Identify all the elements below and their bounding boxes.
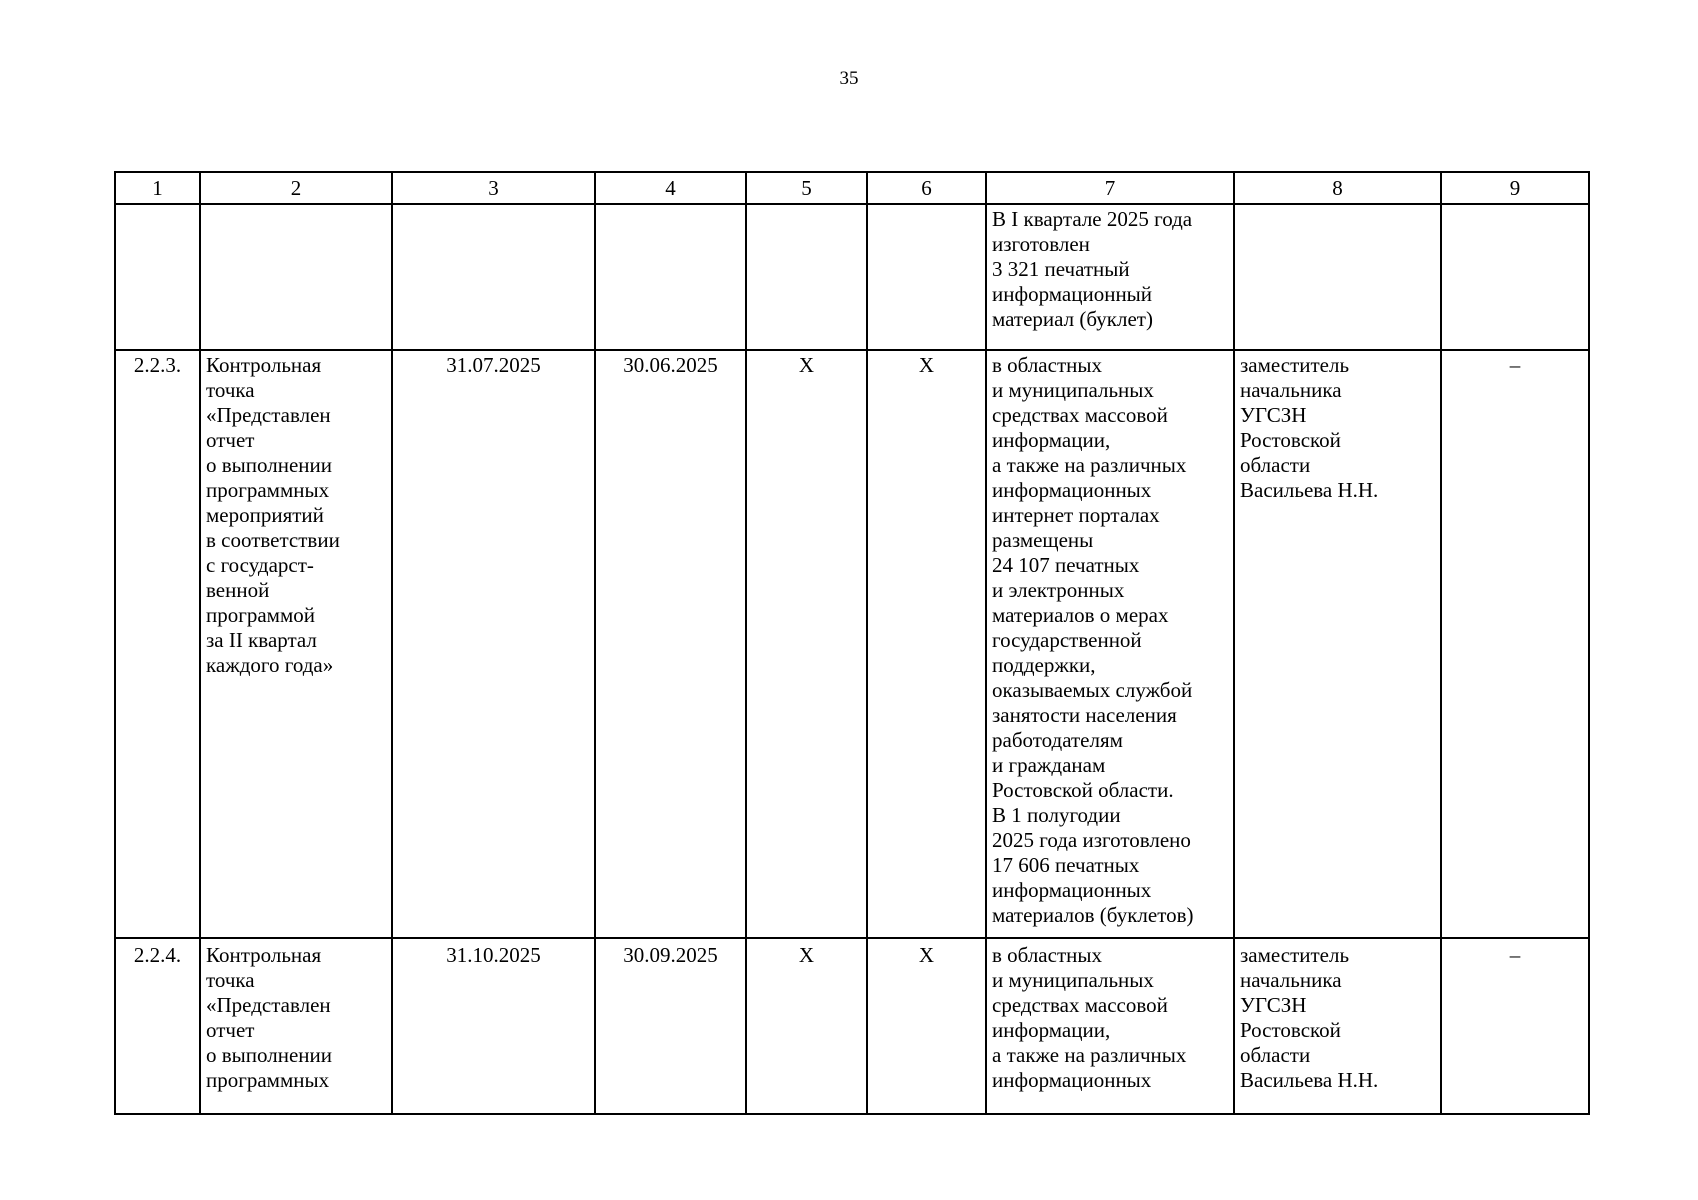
column-header: 3 [392, 172, 595, 204]
cell-responsible: заместитель начальника УГСЗН Ростовской области Васильева Н.Н. [1234, 350, 1441, 938]
cell-result: в областных и муниципальных средствах массовой информации, а также на различных информационных интернет порталах размещены 24 107 печатных и электронных материалов о мерах государственной поддержки, оказываемых службой занятости населения работодателям и гражданам Ростовской области. В 1 полугодии 2025 года изготовлено 17 606 печатных информационных материалов (буклетов) [986, 350, 1234, 938]
cell-col5 [746, 204, 867, 350]
cell-col5: Х [746, 350, 867, 938]
cell-col9: – [1441, 938, 1589, 1114]
cell-actual-date: 30.06.2025 [595, 350, 746, 938]
cell-col6: Х [867, 938, 986, 1114]
page-number: 35 [839, 68, 859, 89]
cell-responsible: заместитель начальника УГСЗН Ростовской области Васильева Н.Н. [1234, 938, 1441, 1114]
cell-name: Контрольная точка «Представлен отчет о выполнении программных [200, 938, 392, 1114]
cell-col5: Х [746, 938, 867, 1114]
column-header: 4 [595, 172, 746, 204]
column-header: 2 [200, 172, 392, 204]
column-header: 5 [746, 172, 867, 204]
table-row [115, 204, 1589, 350]
table-row [115, 350, 1589, 938]
cell-planned-date: 31.07.2025 [392, 350, 595, 938]
cell-number [115, 204, 200, 350]
cell-result: в областных и муниципальных средствах массовой информации, а также на различных информационных [986, 938, 1234, 1114]
cell-planned-date: 31.10.2025 [392, 938, 595, 1114]
cell-col6 [867, 204, 986, 350]
table-header-row [115, 172, 1589, 204]
column-header: 1 [115, 172, 200, 204]
cell-name [200, 204, 392, 350]
cell-name: Контрольная точка «Представлен отчет о выполнении программных мероприятий в соответствии с государст- венной программой за II квартал каждого года» [200, 350, 392, 938]
cell-result: В I квартале 2025 года изготовлен 3 321 печатный информационный материал (буклет) [986, 204, 1234, 350]
cell-actual-date: 30.09.2025 [595, 938, 746, 1114]
column-header: 9 [1441, 172, 1589, 204]
report-table [114, 171, 1590, 1115]
cell-number: 2.2.4. [115, 938, 200, 1114]
cell-col6: Х [867, 350, 986, 938]
column-header: 7 [986, 172, 1234, 204]
column-header: 8 [1234, 172, 1441, 204]
cell-col9: – [1441, 350, 1589, 938]
cell-col9 [1441, 204, 1589, 350]
cell-responsible [1234, 204, 1441, 350]
cell-number: 2.2.3. [115, 350, 200, 938]
column-header: 6 [867, 172, 986, 204]
table-row [115, 938, 1589, 1114]
cell-actual-date [595, 204, 746, 350]
cell-planned-date [392, 204, 595, 350]
